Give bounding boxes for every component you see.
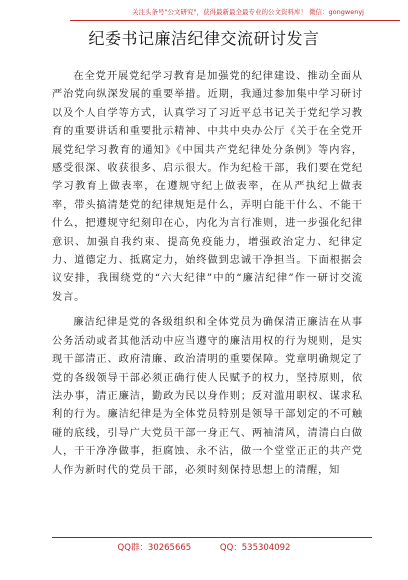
body-paragraph-2: 廉洁纪律是党的各级组织和全体党员为确保清正廉洁在从事公务活动或者其他活动中应当遵守的廉洁用权的行为规则，是实现干部清正、政府清廉、政治清明的重要保障。党章明确规定了党的各级领导干部必须正确行使人民赋予的权力，坚持原则，依法办事，清正廉洁，勤政为民以身作则；反对滥用职权、谋求私利的行为。廉洁纪律是为全体党员特别是领导干部划定的不可触碰的底线，引导广大党员干部一身正气、两袖清风，清清白白做人，干干净净做事，拒腐蚀、永不沾，做一个堂堂正正的共产党人作为新时代的党员干部，必须时刻保持思想上的清醒，知 <box>52 317 363 476</box>
document-body <box>52 68 363 480</box>
footer-qq-group: QQ群：30265665 <box>117 543 192 553</box>
header-rule <box>70 20 400 21</box>
footer-contacts <box>0 542 408 554</box>
footer-rule <box>52 537 372 538</box>
header-notice: 关注头条号"公文研究"，获得最新最全最专业的公文资料库！ 微信：gongwenyj <box>132 8 364 16</box>
body-paragraph-1: 在全党开展党纪学习教育是加强党的纪律建设、推动全面从严治党向纵深发展的重要举措。近期，我通过参加集中学习研讨以及个人自学等方式，认真学习了习近平总书记关于党纪学习教育的重要讲话和重要批示精神、中共中央办公厅《关于在全党开展党纪学习教育的通知》《中国共产党纪律处分条例》等内容，感受很深、收获很多、启示很大。作为纪检干部，我们要在党纪学习教育上做表率，在遵规守纪上做表率，在从严执纪上做表率，带头搞清楚党的纪律规矩是什么，弄明白能干什么、不能干什么，把遵规守纪刻印在心，内化为言行准则，进一步强化纪律意识、加强自我约束、提高免疫能力，增强政治定力、纪律定力、道德定力、抵腐定力，始终做到忠诚干净担当。下面根据会议安排，我围绕党的“六大纪律”中的“廉洁纪律”作一研讨交流发言。 <box>52 71 363 303</box>
document-title: 纪委书记廉洁纪律交流研讨发言 <box>88 29 320 48</box>
footer-qq: QQ：535304092 <box>219 543 291 553</box>
